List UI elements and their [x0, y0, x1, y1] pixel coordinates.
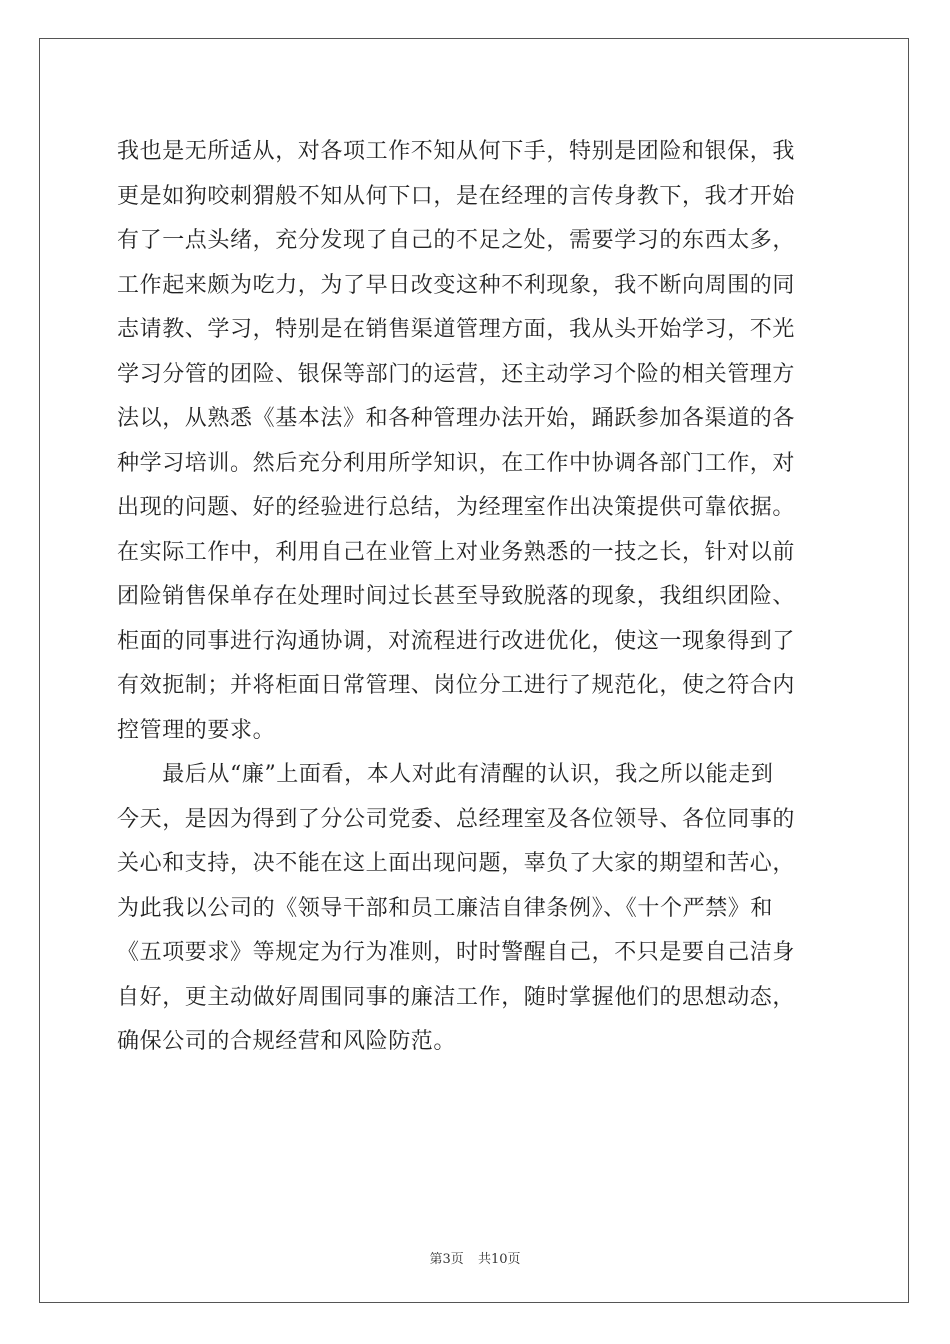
text-line: 为此我以公司的《领导干部和员工廉洁自律条例》、《十个严禁》和 — [117, 895, 774, 921]
text-line: 学习分管的团险、银保等部门的运营，还主动学习个险的相关管理方 — [117, 361, 796, 387]
text-line: 控管理的要求。 — [117, 717, 276, 743]
text-line: 种学习培训。然后充分利用所学知识，在工作中协调各部门工作，对 — [117, 450, 796, 476]
text-line: 出现的问题、好的经验进行总结，为经理室作出决策提供可靠依据。 — [117, 495, 796, 520]
text-line: 在实际工作中，利用自己在业管上对业务熟悉的一技之长，针对以前 — [117, 539, 796, 565]
text-line: 有了一点头绪，充分发现了自己的不足之处，需要学习的东西太多， — [117, 228, 796, 253]
text-line: 我也是无所适从，对各项工作不知从何下手，特别是团险和银保，我 — [117, 139, 796, 164]
text-line: 团险销售保单存在处理时间过长甚至导致脱落的现象，我组织团险、 — [117, 584, 796, 609]
text-line: 关心和支持，决不能在这上面出现问题，辜负了大家的期望和苦心， — [117, 851, 796, 876]
text-line: 志请教、学习，特别是在销售渠道管理方面，我从头开始学习，不光 — [117, 317, 796, 342]
text-line: 工作起来颇为吃力，为了早日改变这种不利现象，我不断向周围的同 — [117, 272, 796, 298]
text-line: 柜面的同事进行沟通协调，对流程进行改进优化，使这一现象得到了 — [117, 628, 796, 654]
page-number: 第3页 — [429, 1252, 464, 1267]
text-line: 更是如狗咬刺猬般不知从何下口，是在经理的言传身教下，我才开始 — [117, 183, 796, 209]
body-text — [117, 132, 835, 1067]
text-line: 自好，更主动做好周围同事的廉洁工作，随时掌握他们的思想动态， — [117, 984, 796, 1010]
text-line: 确保公司的合规经营和风险防范。 — [117, 1029, 457, 1054]
text-line: 最后从“廉”上面看，本人对此有清醒的认识，我之所以能走到 — [117, 762, 774, 787]
page-footer — [0, 1248, 950, 1267]
text-line: 有效扼制；并将柜面日常管理、岗位分工进行了规范化，使之符合内 — [117, 673, 796, 698]
text-line: 法以，从熟悉《基本法》和各种管理办法开始，踊跃参加各渠道的各 — [117, 406, 796, 431]
text-line: 《五项要求》等规定为行为准则，时时警醒自己，不只是要自己洁身 — [117, 940, 796, 965]
page-total: 共10页 — [477, 1252, 521, 1267]
text-line: 今天，是因为得到了分公司党委、总经理室及各位领导、各位同事的 — [117, 806, 796, 832]
